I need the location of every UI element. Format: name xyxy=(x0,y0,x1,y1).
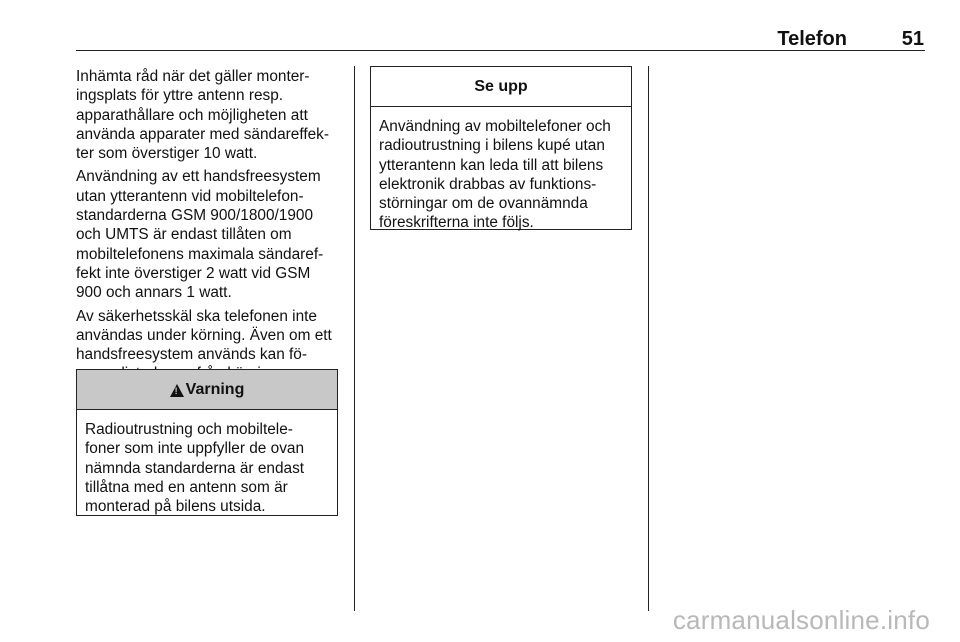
section-title: Telefon xyxy=(777,28,847,50)
header-rule xyxy=(76,50,925,51)
paragraph-antenna: Inhämta råd när det gäller monter- ingsplats för yttre antenn resp. apparathållare och möjligheten att använda apparater med sändareffek- ter som överstiger 10 watt. xyxy=(76,68,329,163)
watermark: carmanualsonline.info xyxy=(672,605,930,635)
caution-box-title: Se upp xyxy=(474,77,528,95)
caution-box-header xyxy=(371,67,631,107)
column-divider-1 xyxy=(354,66,355,611)
left-column xyxy=(76,67,346,388)
page-number: 51 xyxy=(901,28,924,50)
warning-box-title: Varning xyxy=(185,380,245,398)
caution-box-text: Användning av mobiltelefoner och radioutrustning i bilens kupé utan ytterantenn kan leda till att bilens elektronik drabbas av funktions- störningar om de ovannämnda föreskrifterna inte följs. xyxy=(379,118,611,232)
page-header xyxy=(76,28,924,50)
column-divider-2 xyxy=(648,66,649,611)
caution-box xyxy=(370,66,632,230)
warning-box-header xyxy=(77,370,337,410)
warning-box-text: Radioutrustning och mobiltele- foner som inte uppfyller de ovan nämnda standarderna är endast tillåtna med en antenn som är monterad på bilens utsida. xyxy=(85,421,305,516)
paragraph-handsfree: Användning av ett handsfreesystem utan ytterantenn vid mobiltelefon- standarderna GSM 900/1800/1900 och UMTS är endast tillåten om mobiltelefonens maximala sändaref- fekt inte överstiger 2 watt vid GSM 900 och annars 1 watt. xyxy=(76,168,324,302)
warning-box xyxy=(76,369,338,516)
paragraph-safety: Av säkerhetsskäl ska telefonen inte användas under körning. Även om ett handsfreesystem används kan fö- xyxy=(76,307,332,364)
warning-triangle-icon xyxy=(170,384,184,397)
